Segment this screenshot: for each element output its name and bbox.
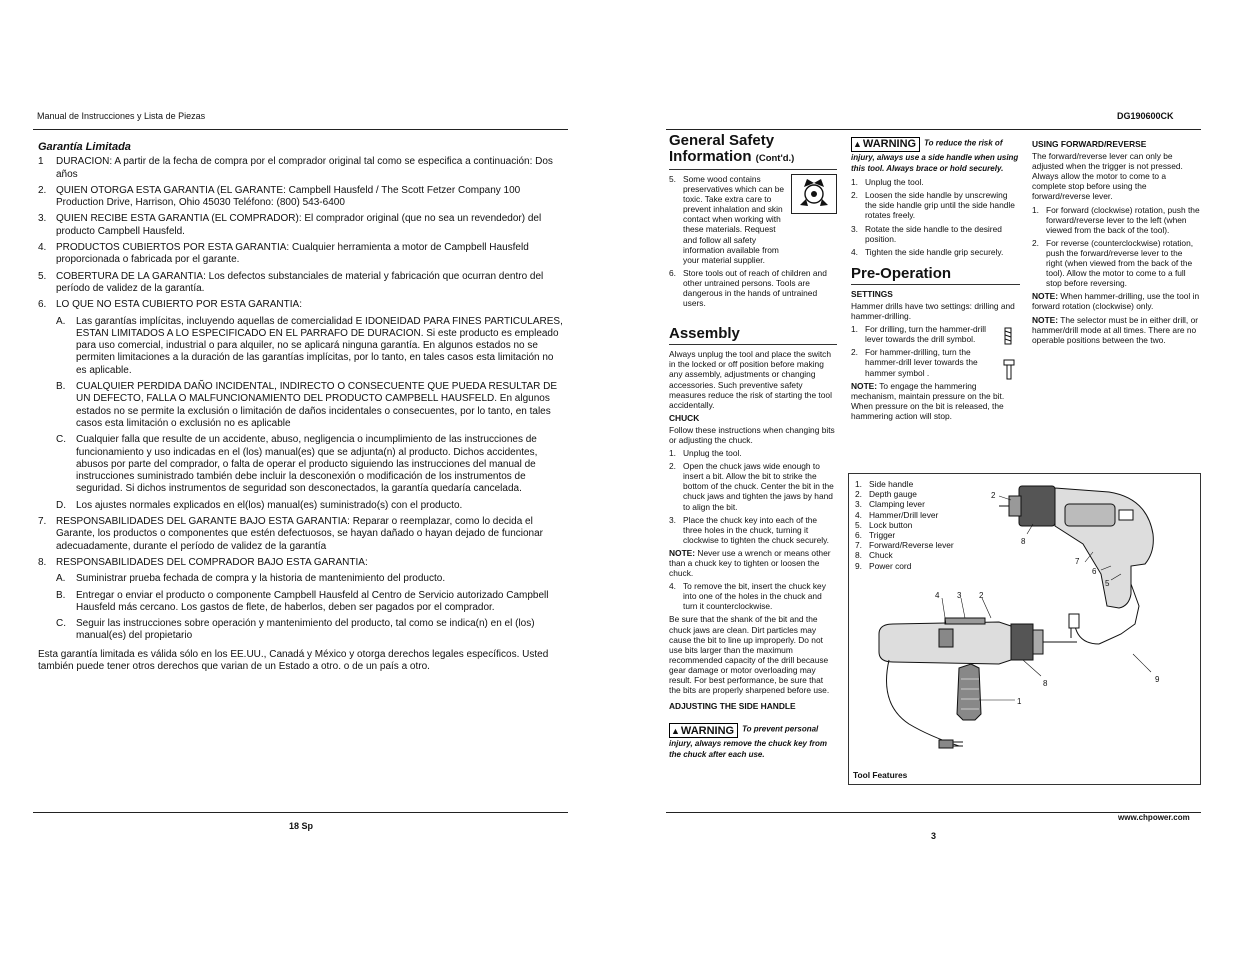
feature-item — [855, 510, 954, 520]
callout-3: 3 — [957, 591, 962, 600]
chuck-title: CHUCK — [669, 412, 700, 423]
item-text: Loosen the side handle by unscrewing the side handle grip until the side handle rotates freely. — [865, 190, 1015, 221]
item-text: Store tools out of reach of children and other untrained persons. Tools are dangerous in the hands of untrained users. — [683, 267, 827, 309]
side-handle-steps — [851, 177, 1020, 257]
item-text: RESPONSABILIDADES DEL GARANTE BAJO ESTA GARANTIA: Reparar o reemplazar, como lo decida el Garante, los productos o componentes que estén defectuosos, se hayan dañado o hayan dejado de funcionar adecuadamente, durante el período de validez de la garantía — [56, 516, 544, 552]
bit-shank-text: Be sure that the shank of the bit and the chuck jaws are clean. Dirt particles may cause the bit to line up improperly. Do not use bits larger than the maximum recommended capacity of the drill because gear damage or motor overloading may result. For best performance, be sure that the bits are properly sharpened before use. — [669, 614, 830, 696]
item-text: COBERTURA DE LA GARANTIA: Los defectos substanciales de material y fabricación que ocurran dentro del período de validez de la garantía. — [56, 270, 544, 294]
item-number: 3. — [669, 514, 676, 525]
item-text: Entregar o enviar el producto o componente Campbell Hausfeld al Centro de Servicio autorizado Campbell Hausfeld más cercano. Los gastos de flete, de haberlos, deben ser pagados por el comprador. — [76, 589, 549, 613]
list-item — [851, 324, 994, 344]
note-label: NOTE: — [1032, 291, 1059, 302]
warranty-subitem — [56, 316, 566, 377]
item-text: Side handle — [869, 479, 914, 489]
warranty-subitem — [56, 573, 566, 585]
item-text: Clamping lever — [869, 499, 925, 510]
list-item — [669, 174, 787, 265]
callout-2-upper: 2 — [991, 491, 996, 500]
item-text: RESPONSABILIDADES DEL COMPRADOR BAJO ESTA GARANTIA: — [56, 556, 368, 568]
item-text: LO QUE NO ESTA CUBIERTO POR ESTA GARANTIA: — [56, 299, 302, 311]
item-number: 5. — [855, 519, 862, 530]
general-safety-title — [669, 133, 837, 167]
item-number: 1. — [855, 479, 862, 489]
item-text: Some wood contains preservatives which can be toxic. Take extra care to prevent inhalation and skin contact when working with these materials. Request and follow all safety information available from your material supplier. — [683, 174, 785, 265]
item-text: PRODUCTOS CUBIERTOS POR ESTA GARANTIA: Cualquier herramienta a motor de Campbell Hausfeld proporcionada o fabricada por el garante. — [56, 242, 529, 266]
item-number: 2. — [1032, 237, 1039, 248]
warranty-item — [38, 516, 566, 553]
note-text: The selector must be in either drill, or hammer/drill mode at all times. There are no operable positions between the two. — [1032, 314, 1199, 345]
item-text: Open the chuck jaws wide enough to insert a bit. Allow the bit to strike the bottom of the chuck. Center the bit in the chuck jaws and tighten the jaws by hand to align the bit. — [683, 461, 834, 512]
item-number: C. — [56, 618, 66, 630]
note-text: When hammer-drilling, use the tool in forward rotation (clockwise) only. — [1032, 291, 1200, 312]
item-text: For hammer-drilling, turn the hammer-drill lever towards the hammer symbol . — [865, 347, 978, 378]
item-number: B. — [56, 589, 66, 601]
item-text: Suministrar prueba fechada de compra y la historia de mantenimiento del producto. — [76, 573, 446, 585]
respirator-icon — [791, 174, 837, 214]
chuck-text: Follow these instructions when changing bits or adjusting the chuck. — [669, 424, 835, 445]
warranty-subitem — [56, 500, 566, 512]
item-text: QUIEN OTORGA ESTA GARANTIA (EL GARANTE: Campbell Hausfeld / The Scott Fetzer Company 100 Production Drive, Harrison, Ohio 45030 Teléfono: (800) 543-6400 — [56, 184, 521, 209]
general-safety-title-text: General Safety Information — [669, 132, 775, 165]
warranty-closing: Esta garantía limitada es válida sólo en los EE.UU., Canadá y México y otorga derechos legales específicos. Usted también puede tener otros derechos que varian de un Estado a otro. o de un país a otro. — [38, 648, 549, 672]
column-1 — [669, 133, 837, 764]
item-number: 6. — [669, 267, 676, 278]
item-number: 2. — [851, 347, 858, 358]
item-number: 5. — [669, 174, 676, 184]
feature-item — [855, 499, 954, 509]
item-text: For reverse (counterclockwise) rotation, push the forward/reverse lever to the right (when viewed from the back of the tool). Allow the motor to come to a full stop before reversing. — [1046, 237, 1194, 289]
list-item — [851, 190, 1020, 220]
callout-2-lower: 2 — [979, 591, 984, 600]
feature-item — [855, 489, 954, 499]
item-text: For drilling, turn the hammer-drill lever towards the drill symbol. — [865, 324, 987, 345]
section-rule — [669, 344, 837, 345]
warning-triangle-icon: ▲ — [853, 139, 862, 150]
item-text: Rotate the side handle to the desired position. — [865, 223, 1002, 244]
callout-4: 4 — [935, 591, 940, 600]
item-number: A. — [56, 315, 66, 327]
callout-5: 5 — [1105, 579, 1110, 588]
warranty-item — [38, 299, 566, 311]
list-item — [851, 224, 1020, 244]
drill-symbol-icon — [1002, 326, 1016, 384]
warranty-subitem — [56, 618, 566, 643]
callout-8-upper: 8 — [1021, 537, 1026, 546]
item-number: 2. — [855, 489, 862, 500]
item-number: 1 — [38, 156, 44, 168]
buyer-responsibilities — [38, 573, 566, 642]
footer-rule — [33, 812, 568, 813]
tool-features-list — [855, 479, 954, 571]
item-text: Lock button — [869, 519, 913, 530]
item-text: Forward/Reverse lever — [869, 540, 954, 551]
feature-item — [855, 520, 954, 530]
tool-features-figure — [848, 473, 1201, 785]
list-item — [669, 268, 837, 308]
warranty-items-continued — [38, 516, 566, 569]
column-3 — [1032, 139, 1200, 348]
warning-label: WARNING — [680, 724, 735, 737]
warranty-item — [38, 271, 566, 296]
warranty-title: Garantía Limitada — [38, 141, 131, 153]
item-text: Cualquier falla que resulte de un accidente, abuso, negligencia o incumplimiento de las instrucciones de funcionamiento y uso indicadas en el (los) manual(es) que se adjunta(n) al producto. Dichos accidentes, abusos por parte del comprador, o falta de operar el producto siguiendo las instrucciones del manual de instrucciones suministrado también debe incluir la desconexión o modificación de los instrumentos de seguridad. Si dichos instrumentos de seguridad son desconectados, la garantía quedaría cancelada. — [76, 434, 538, 495]
callout-6: 6 — [1092, 567, 1097, 576]
item-text: DURACION: A partir de la fecha de compra por el comprador original tal como se especifica a continuación: Dos años — [56, 156, 553, 180]
list-item — [669, 515, 837, 545]
header-rule — [666, 129, 1201, 130]
forward-reverse-steps — [1032, 205, 1200, 289]
item-text: Place the chuck key into each of the three holes in the chuck, turning it clockwise to tighten the chuck securely. — [683, 514, 830, 545]
section-rule — [851, 284, 1020, 285]
feature-item — [855, 561, 954, 571]
note-label: NOTE: — [669, 547, 696, 558]
chuck-steps-continued — [669, 581, 837, 611]
chuck-key-warning — [669, 723, 837, 760]
warranty-items — [38, 156, 566, 311]
warning-text: To prevent personal injury, always remove the chuck key from the chuck after each use. — [669, 724, 827, 760]
right-page — [600, 0, 1235, 954]
item-number: A. — [56, 573, 66, 585]
list-item — [669, 581, 837, 611]
item-number: 2. — [38, 184, 47, 196]
item-number: 4. — [669, 581, 676, 592]
callout-1: 1 — [1017, 697, 1022, 706]
item-text: Seguir las instrucciones sobre operación y mantenimiento del producto, tal como se indica(n) en el (los) manual(es) del propietario — [76, 618, 535, 642]
model-number: DG190600CK — [1117, 111, 1174, 121]
left-page-number: 18 Sp — [289, 821, 314, 831]
warning-label: WARNING — [862, 138, 917, 151]
item-number: 1. — [669, 448, 676, 459]
item-number: 4. — [851, 246, 858, 257]
header-rule — [33, 129, 568, 130]
chuck-note — [669, 548, 837, 578]
item-text: Hammer/Drill lever — [869, 509, 939, 520]
item-number: 2. — [851, 190, 858, 201]
forward-reverse-title: USING FORWARD/REVERSE — [1032, 139, 1147, 149]
settings-steps — [851, 324, 1020, 377]
item-text: Unplug the tool. — [683, 448, 742, 459]
item-number: 2. — [669, 461, 676, 472]
left-page-header: Manual de Instrucciones y Lista de Piezas — [37, 111, 206, 121]
chuck-steps — [669, 448, 837, 545]
item-number: 8. — [38, 556, 47, 568]
feature-item — [855, 479, 954, 489]
side-handle-warning — [851, 137, 1020, 174]
item-text: To remove the bit, insert the chuck key into one of the holes in the chuck and turn it counterclockwise. — [683, 581, 826, 612]
item-text: Power cord — [869, 560, 912, 571]
item-number: 4. — [38, 242, 47, 254]
item-text: Tighten the side handle grip securely. — [865, 246, 1004, 257]
feature-item — [855, 550, 954, 560]
tool-features-caption: Tool Features — [853, 770, 908, 780]
selector-note — [1032, 315, 1200, 345]
assembly-title: Assembly — [669, 325, 740, 343]
list-item — [851, 247, 1020, 257]
left-page — [0, 0, 600, 954]
item-number: 3. — [851, 223, 858, 234]
list-item — [669, 461, 837, 511]
column-2 — [851, 137, 1020, 424]
warranty-item — [38, 557, 566, 569]
section-rule — [669, 169, 837, 170]
item-number: 7. — [38, 516, 47, 528]
warranty-subitem — [56, 434, 566, 495]
warning-badge — [669, 723, 738, 738]
warning-text: To reduce the risk of injury, always use a side handle when using this tool. Always brace or hold securely. — [851, 138, 1019, 174]
forward-reverse-intro: The forward/reverse lever can only be adjusted when the trigger is not pressed. Always allow the motor to come to a complete stop before using the forward/reverse lever. — [1032, 151, 1183, 202]
warranty-item — [38, 213, 566, 238]
warranty-item — [38, 242, 566, 267]
feature-item — [855, 540, 954, 550]
item-number: B. — [56, 381, 66, 393]
pre-operation-title: Pre-Operation — [851, 264, 952, 282]
item-text: QUIEN RECIBE ESTA GARANTIA (EL COMPRADOR): El comprador original (que no sea un revendedor) del producto Campbell Hausfeld. — [56, 213, 542, 237]
list-item — [851, 347, 994, 377]
item-number: 9. — [855, 560, 862, 571]
item-text: For forward (clockwise) rotation, push the forward/reverse lever to the left (when viewed from the back of the tool). — [1046, 204, 1200, 235]
feature-item — [855, 530, 954, 540]
item-text: Las garantías implícitas, incluyendo aquellas de comercialidad E IDONEIDAD PARA FINES PARTICULARES, ESTAN LIMITADOS A LO ESPECIFICADO EN EL PARRAFO DE DURACION. Si este producto es empleado para uso comercial, industrial o para alquiler, no se aplicará ninguna garantía. En algunos estados no se permiten limitaciones a la duración de las garantías implícitas, por lo tanto, en tales casos esta limitación no es aplicable. — [76, 315, 563, 376]
list-item — [851, 177, 1020, 187]
item-text: Unplug the tool. — [865, 177, 924, 188]
right-page-number: 3 — [931, 831, 937, 841]
list-item — [1032, 238, 1200, 288]
list-item — [1032, 205, 1200, 235]
item-number: 3. — [38, 213, 47, 225]
item-number: 1. — [851, 324, 858, 335]
item-number: 1. — [851, 177, 858, 188]
item-text: Los ajustes normales explicados en el(los) manual(es) suministrado(s) con el producto. — [76, 499, 463, 511]
warranty-subitem — [56, 590, 566, 615]
item-number: D. — [56, 499, 66, 511]
list-item — [669, 448, 837, 458]
item-text: Depth gauge — [869, 489, 917, 500]
item-number: 3. — [855, 499, 862, 510]
warranty-item — [38, 185, 566, 210]
note-label: NOTE: — [851, 380, 878, 391]
general-safety-title-suffix: (Cont'd.) — [755, 153, 795, 164]
warning-triangle-icon: ▲ — [671, 725, 680, 736]
footer-url: www.chpower.com — [1118, 813, 1190, 822]
warranty-exclusions — [38, 316, 566, 512]
item-number: 8. — [855, 550, 862, 561]
note-text: To engage the hammering mechanism, maintain pressure on the bit. When pressure on the bit is released, the hammering action will stop. — [851, 380, 1005, 421]
callout-9: 9 — [1155, 675, 1160, 684]
item-number: 6. — [38, 299, 47, 311]
warranty-section — [38, 141, 566, 673]
item-number: 5. — [38, 270, 47, 282]
settings-title: SETTINGS — [851, 288, 893, 299]
item-text: CUALQUIER PERDIDA DAÑO INCIDENTAL, INDIRECTO O CONSECUENTE QUE PUEDA RESULTAR DE UN DEFECTO, FALLA O MALFUNCIONAMIENTO DEL PRODUCTO CAMPBELL HAUSFELD. En algunos estados no se permite la exclusión o limitación de daños incidentales o consecuentes, por lo tanto, en tales casos esta limitación o exclusión no es aplicable — [76, 381, 558, 429]
assembly-text: Always unplug the tool and place the switch in the locked or off position before making any assembly, adjustments or changing accessories. Such preventive safety measures reduce the risk of starting the tool accidentally. — [669, 349, 832, 410]
item-number: 4. — [855, 509, 862, 520]
warranty-item — [38, 156, 566, 181]
settings-text: Hammer drills have two settings: drilling and hammer-drilling. — [851, 300, 1015, 322]
warning-badge — [851, 137, 920, 152]
side-handle-title: ADJUSTING THE SIDE HANDLE — [669, 701, 796, 712]
item-number: C. — [56, 434, 66, 446]
note-text: Never use a wrench or means other than a chuck key to tighten or loosen the chuck. — [669, 547, 831, 579]
warranty-subitem — [56, 381, 566, 430]
item-number: 1. — [1032, 204, 1039, 215]
forward-rotation-note — [1032, 291, 1200, 311]
hammer-note — [851, 381, 1020, 421]
callout-8-lower: 8 — [1043, 679, 1048, 688]
item-number: 6. — [855, 530, 862, 541]
item-text: Chuck — [869, 550, 893, 561]
item-number: 7. — [855, 540, 862, 551]
note-label: NOTE: — [1032, 314, 1059, 325]
callout-7: 7 — [1075, 557, 1080, 566]
item-text: Trigger — [869, 530, 896, 541]
